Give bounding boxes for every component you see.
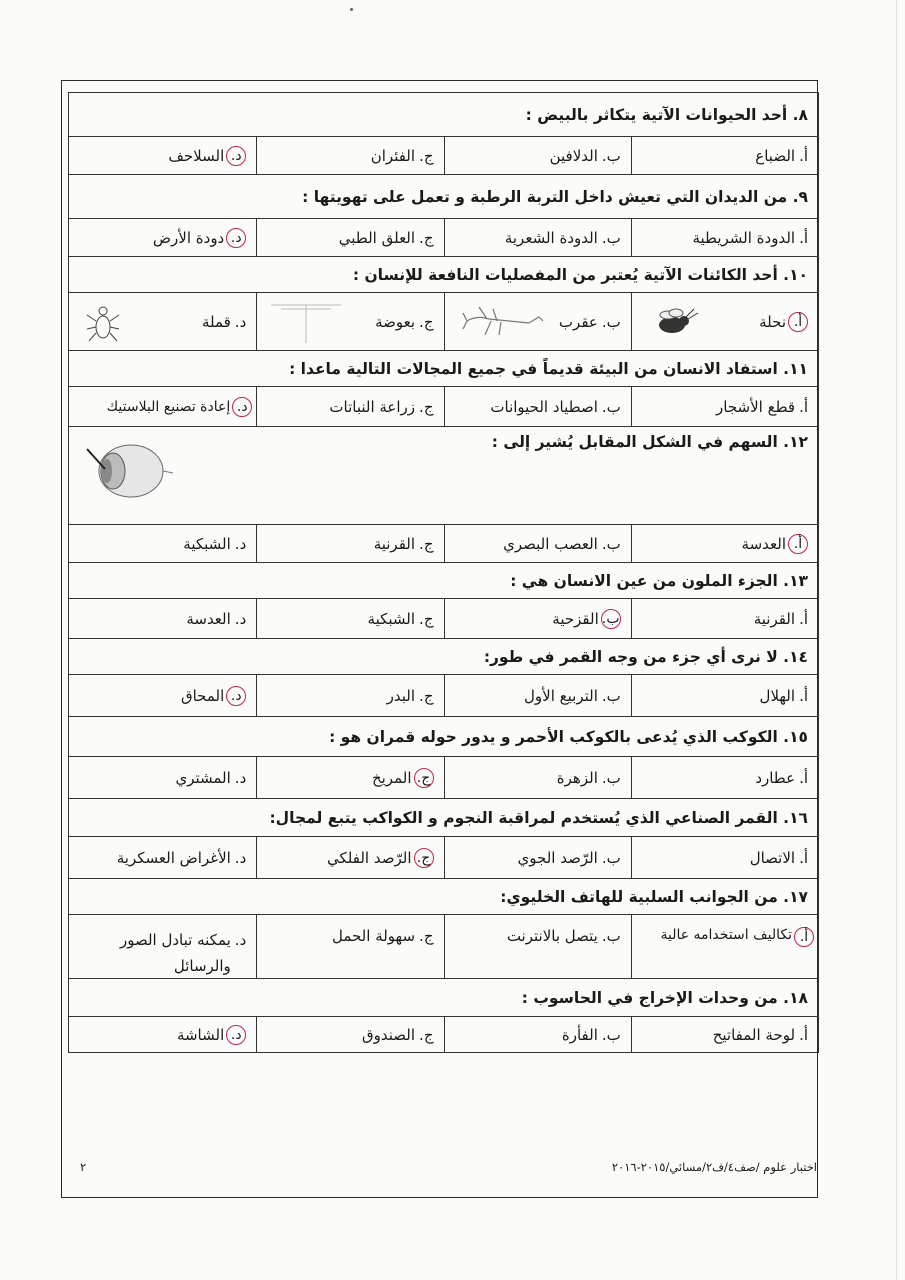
option-b[interactable] [444,525,631,562]
answers-8 [69,137,818,175]
option-text: المريخ [371,768,412,787]
option-text: الأغراض العسكرية [116,848,231,867]
option-text: سهولة الحمل [331,927,416,945]
option-text: الدودة الشريطية [692,228,796,247]
option-b[interactable] [444,219,631,256]
option-b[interactable] [444,293,631,350]
option-text: الاتصال [749,848,796,867]
option-text: يتصل بالانترنت [506,927,598,945]
option-letter: ب. [601,146,621,165]
scorpion-icon [459,301,549,341]
option-b[interactable] [444,837,631,878]
question-text: ١٢. السهم في الشكل المقابل يُشير إلى : [491,433,808,451]
option-c-circled[interactable] [256,757,443,798]
option-text: نحلة [759,312,786,331]
option-text: اصطياد الحيوانات [490,397,598,416]
option-text: العلق الطبي [338,228,416,247]
option-text: العصب البصري [503,534,598,553]
option-d-circled[interactable] [69,219,256,256]
option-c[interactable] [256,137,443,174]
option-d[interactable] [69,837,256,878]
option-letter: ب. [601,768,621,787]
option-d[interactable] [69,915,256,978]
option-a[interactable] [631,1017,818,1052]
option-text: زراعة النباتات [329,397,416,416]
option-c[interactable] [256,525,443,562]
answer-circle: د. [226,686,246,706]
option-text: الرّصد الفلكي [327,848,412,867]
answer-circle: ج. [414,848,434,868]
question-15 [69,717,818,757]
bee-icon [646,301,706,341]
option-letter: د. [234,931,247,949]
option-a[interactable] [631,599,818,638]
question-text: ٩. من الديدان التي تعيش داخل التربة الرطبة و تعمل على تهويتها : [302,187,808,206]
option-text: العدسة [186,609,231,628]
option-text: عقرب [558,312,598,331]
option-text: المحاق [180,686,225,705]
answers-15 [69,757,818,799]
option-text: القزحية [552,609,599,628]
answers-9 [69,219,818,257]
scan-edge [896,0,897,1280]
answers-18 [69,1017,818,1053]
option-text: العدسة [741,534,786,553]
option-a[interactable] [631,219,818,256]
option-a[interactable] [631,837,818,878]
option-text: الشبكية [367,609,416,628]
option-text: قملة [201,312,231,331]
option-c[interactable] [256,675,443,716]
questions-table [68,92,819,1053]
answer-circle: د. [226,146,246,166]
option-c[interactable] [256,219,443,256]
answer-circle: ب. [601,610,620,627]
option-text: الفئران [370,146,416,165]
option-letter: ج. [419,927,434,945]
option-text: الرّصد الجوي [517,848,598,867]
mosquito-icon [271,301,341,345]
option-letter: ب. [601,312,621,331]
question-text: ١٣. الجزء الملون من عين الانسان هي : [510,571,808,590]
option-letter: ب. [601,848,621,867]
option-c[interactable] [256,915,443,978]
option-letter: ب. [601,1025,621,1044]
option-text: دودة الأرض [152,228,225,247]
question-8 [69,93,818,137]
option-d[interactable] [69,293,256,350]
answers-13 [69,599,818,639]
option-letter: ب. [601,534,621,553]
question-text: ٨. أحد الحيوانات الآتية يتكاثر بالبيض : [525,105,808,124]
option-text: الشاشة [176,1025,225,1044]
option-text: إعادة تصنيع البلاستيك [106,398,231,415]
question-11 [69,351,818,387]
option-letter: أ. [799,609,808,628]
option-text: البدر [386,686,416,705]
option-b[interactable] [444,757,631,798]
option-text: السلاحف [168,146,225,165]
option-letter: د. [234,609,247,628]
option-letter: أ. [799,848,808,867]
option-b[interactable] [444,675,631,716]
question-17 [69,879,818,915]
page-number: ٢ [80,1160,87,1174]
option-b[interactable] [444,915,631,978]
question-text: ١١. استفاد الانسان من البيئة قديماً في جميع المجالات التالية ماعدا : [289,359,808,378]
question-text: ١٤. لا نرى أي جزء من وجه القمر في طور: [483,647,808,666]
question-18 [69,979,818,1017]
option-text: تكاليف استخدامه عالية [660,927,792,943]
option-a[interactable] [631,675,818,716]
scan-speck [350,8,353,11]
option-letter: ب. [601,397,621,416]
option-text: المشتري [175,768,231,787]
answer-circle: أ. [788,312,808,332]
option-a[interactable] [631,757,818,798]
option-letter: أ. [799,228,808,247]
option-letter: أ. [799,1025,808,1044]
page-footer [80,1160,817,1174]
option-letter: ج. [419,534,434,553]
option-letter: أ. [799,768,808,787]
question-10 [69,257,818,293]
option-d[interactable] [69,757,256,798]
option-d-circled[interactable] [69,137,256,174]
option-a[interactable] [631,387,818,426]
option-text: قطع الأشجار [716,397,796,416]
answers-17 [69,915,818,979]
answer-circle: أ. [794,927,814,947]
option-letter: أ. [799,146,808,165]
option-d[interactable] [69,599,256,638]
option-c[interactable] [256,387,443,426]
option-text: القرنية [373,534,416,553]
answers-16 [69,837,818,879]
option-b[interactable] [444,137,631,174]
answer-circle: د. [226,1025,246,1045]
question-text: ١٦. القمر الصناعي الذي يُستخدم لمراقبة النجوم و الكواكب يتبع لمجال: [269,808,808,827]
option-text: الضباع [755,146,796,165]
option-c[interactable] [256,293,443,350]
exam-title: اختبار علوم /صف٤/ف٢/مسائي/٢٠١٥-٢٠١٦ [611,1160,817,1174]
option-letter: د. [234,848,247,867]
option-d-circled[interactable] [69,1017,256,1052]
option-letter: د. [234,312,247,331]
option-text: الزهرة [556,768,598,787]
answers-14 [69,675,818,717]
question-text: ١٧. من الجوانب السلبية للهاتف الخليوي: [500,887,808,906]
option-b[interactable] [444,1017,631,1052]
option-d-circled[interactable] [69,675,256,716]
option-letter: ج. [419,228,434,247]
option-text: عطارد [755,768,796,787]
answer-circle: أ. [788,534,808,554]
option-b-circled[interactable] [444,599,631,638]
option-text: بعوضة [375,312,416,331]
option-text: الدودة الشعرية [504,228,598,247]
question-13 [69,563,818,599]
option-a[interactable] [631,137,818,174]
option-b[interactable] [444,387,631,426]
option-letter: د. [234,534,247,553]
question-16 [69,799,818,837]
option-c[interactable] [256,599,443,638]
option-letter: ب. [601,228,621,247]
option-a-circled[interactable] [631,915,818,978]
option-letter: ج. [419,686,434,705]
option-letter: ج. [419,1025,434,1044]
eye-diagram-icon [83,435,173,505]
question-14 [69,639,818,675]
answers-10 [69,293,818,351]
question-text: ١٠. أحد الكائنات الآتية يُعتبر من المفصليات النافعة للإنسان : [352,265,808,284]
option-c-circled[interactable] [256,837,443,878]
option-text: الدلافين [549,146,598,165]
answers-11 [69,387,818,427]
option-letter: د. [234,768,247,787]
option-text: لوحة المفاتيح [712,1025,796,1044]
option-text: التربيع الأول [524,686,598,705]
answer-circle: د. [226,228,246,248]
option-text: القرنية [753,609,796,628]
option-d[interactable] [69,525,256,562]
option-text: الشبكية [183,534,231,553]
option-c[interactable] [256,1017,443,1052]
question-12 [69,427,818,525]
answer-circle: د. [232,397,252,417]
question-text: ١٨. من وحدات الإخراج في الحاسوب : [521,988,808,1007]
option-a-circled[interactable] [631,293,818,350]
option-text: الفأرة [561,1025,598,1044]
option-letter: ج. [419,609,434,628]
option-letter: ج. [419,397,434,416]
answer-circle: ج. [414,768,434,788]
option-d-circled[interactable] [69,387,256,426]
question-9 [69,175,818,219]
option-text: الصندوق [362,1025,416,1044]
question-text: ١٥. الكوكب الذي يُدعى بالكوكب الأحمر و يدور حوله قمران هو : [329,727,808,746]
option-letter: ج. [419,312,434,331]
option-letter: ب. [601,927,621,945]
louse-icon [83,301,123,345]
option-letter: أ. [799,686,808,705]
option-letter: ج. [419,146,434,165]
option-text: الهلال [759,686,796,705]
option-a-circled[interactable] [631,525,818,562]
option-letter: أ. [799,397,808,416]
answers-12 [69,525,818,563]
option-text: يمكنه تبادل الصور والرسائل [119,931,231,975]
option-letter: ب. [601,686,621,705]
